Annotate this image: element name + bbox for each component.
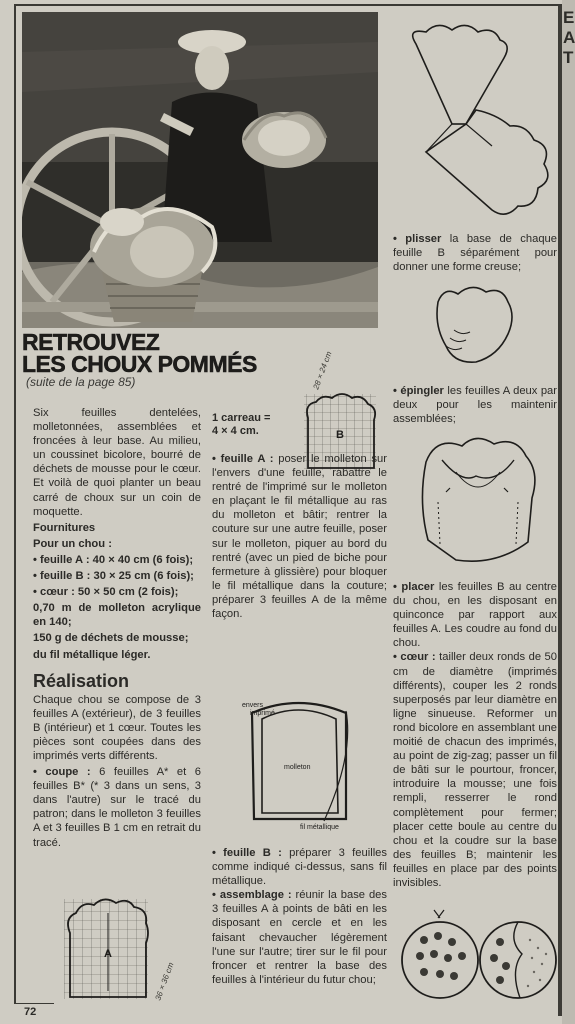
assemblage-text: réunir la base des 3 feuilles A à points de bâti en les disposant en cercle et en les faisant chevaucher légèrement l'une sur l'autre; tirer sur le fil pour froncer et rentrer la base des feuilles à l'intérieur du futur chou;	[212, 889, 387, 986]
epingler-label: • épingler	[393, 385, 444, 397]
supply-item: • feuille B : 30 × 25 cm (6 fois);	[33, 570, 194, 583]
pattern-b-label: B	[336, 429, 344, 441]
footer-rule	[14, 1003, 54, 1004]
edge-letter: E	[563, 8, 575, 27]
plisser-label: • plisser	[393, 233, 442, 245]
molleton-diagram	[228, 695, 368, 835]
coupe-text: 6 feuilles A* et 6 feuilles B* (* 3 dans un sens, 3 dans l'autre) sur le tracé du patron; dans le molleton 3 feuilles A et 3 feuilles B 1 cm en retrait du tracé.	[33, 766, 201, 849]
article-headline	[22, 331, 257, 375]
epingler-text: les feuilles A deux par deux pour les maintenir assemblées;	[393, 385, 557, 426]
label-imprime: imprimé	[250, 710, 275, 717]
next-page-edge	[562, 0, 575, 1024]
assemblage-label: • assemblage :	[212, 889, 292, 902]
continued-note: (suite de la page 85)	[26, 375, 136, 389]
supply-item: • feuille A : 40 × 40 cm (6 fois);	[33, 553, 194, 566]
realisation-paragraph: Chaque chou se compose de 3 feuilles A (extérieur), de 3 feuilles B (intérieur) et 1 cœur. Toutes les pièces sont coupées dans des imprimés verts différents.	[33, 693, 201, 762]
assemblage-paragraph	[212, 888, 387, 987]
label-molleton: molleton	[284, 764, 311, 771]
headline-line-2: LES CHOUX POMMÉS	[22, 351, 257, 377]
grid-caption	[212, 412, 270, 438]
plisser-paragraph	[393, 232, 557, 274]
supply-item: • cœur : 50 × 50 cm (2 fois);	[33, 586, 179, 599]
plisser-text: la base de chaque feuille B séparément pour donner une forme creuse;	[393, 233, 557, 274]
edge-letter: A	[563, 28, 575, 47]
plisser-diagram	[432, 282, 516, 368]
supply-item: du fil métallique léger.	[33, 648, 151, 661]
pattern-b-size: 28 × 24 cm	[311, 350, 334, 391]
grid-caption-line-1: 1 carreau =	[212, 412, 271, 424]
pattern-a-size: 36 × 36 cm	[153, 961, 176, 1002]
feuille-a-label: • feuille A :	[212, 453, 274, 465]
pattern-a-diagram	[64, 893, 194, 1005]
realisation-title: Réalisation	[33, 670, 130, 691]
label-fil: fil métallique	[300, 824, 339, 831]
column-1	[33, 406, 201, 852]
supply-item: 0,70 m de molleton acrylique en 140;	[33, 602, 201, 629]
pattern-a-label: A	[104, 948, 112, 960]
coupe-paragraph	[33, 765, 201, 850]
supply-item: 150 g de déchets de mousse;	[33, 632, 189, 645]
edge-letter: T	[563, 48, 574, 67]
column-3-mid	[393, 384, 557, 426]
epingler-paragraph	[393, 384, 557, 426]
column-3	[393, 232, 557, 274]
epingler-diagram	[416, 432, 540, 566]
column-2	[212, 452, 387, 621]
cabbage-photo	[22, 12, 378, 328]
grid-caption-line-2: 4 × 4 cm.	[212, 425, 259, 437]
intro-paragraph: Six feuilles dentelées, molletonnées, assemblées et froncées à leur base. Au milieu, un coussinet bicolore, bourré de déchets de mousse pour le cœur. Et voilà de quoi planter un beau carré de choux sur un coin de moquette.	[33, 407, 201, 518]
coeur-text: tailler deux ronds de 50 cm de diamètre (imprimés différents), couper les 2 ronds superposés par leur diamètre en ligne sinueuse. Reformer un rond bicolore en assemblant une moitié de chacun des imprimés, au point de zig-zag; passer un fil de bâti sur le pourtour, froncer, introduire la mousse; une fois rempli, resserrer le rond complètement pour fermer; placer cette boule au centre du chou et la coudre sur la base des feuilles B; maintenir les feuilles en place par des points invisibles.	[393, 651, 557, 889]
top-rule	[14, 4, 562, 6]
headline-line-1: RETROUVEZ	[22, 329, 160, 355]
feuille-b-paragraph	[212, 846, 387, 888]
supplies-title: Fournitures	[33, 521, 96, 534]
placer-paragraph	[393, 580, 557, 650]
two-leaves-diagram	[386, 14, 556, 226]
feuille-b-label: • feuille B :	[212, 847, 282, 859]
column-3-bottom	[393, 580, 557, 890]
coeur-diagram	[400, 906, 560, 1006]
page-number: 72	[24, 1006, 37, 1018]
feuille-a-text: poser le molleton sur l'envers d'une feuille, rabattre le rentré de l'imprimé sur le molleton en plaçant le fil métallique au ras du molleton et bâtir; rentrer la couture sur une autre feuille, poser sur le molleton, piquer au bord du rentré (avec un pied de biche pour fermeture à glissière) pour bloquer le fil métallique dans la couture; préparer 3 feuilles A de la même façon.	[212, 453, 387, 621]
feuille-b-text: préparer 3 feuilles comme indiqué ci-dessus, sans fil métallique.	[212, 847, 387, 888]
label-envers: envers	[242, 702, 264, 709]
coeur-label: • cœur :	[393, 651, 436, 664]
placer-text: les feuilles B au centre du chou, en les disposant en quinconce par rapport aux feuilles A. Les coudre au fond du chou.	[393, 581, 557, 650]
feuille-a-paragraph	[212, 452, 387, 621]
left-rule	[14, 4, 16, 1004]
coupe-label: • coupe :	[33, 766, 91, 779]
coeur-paragraph	[393, 650, 557, 890]
column-2-bottom	[212, 846, 387, 987]
placer-label: • placer	[393, 581, 435, 593]
supplies-subtitle: Pour un chou :	[33, 537, 112, 550]
